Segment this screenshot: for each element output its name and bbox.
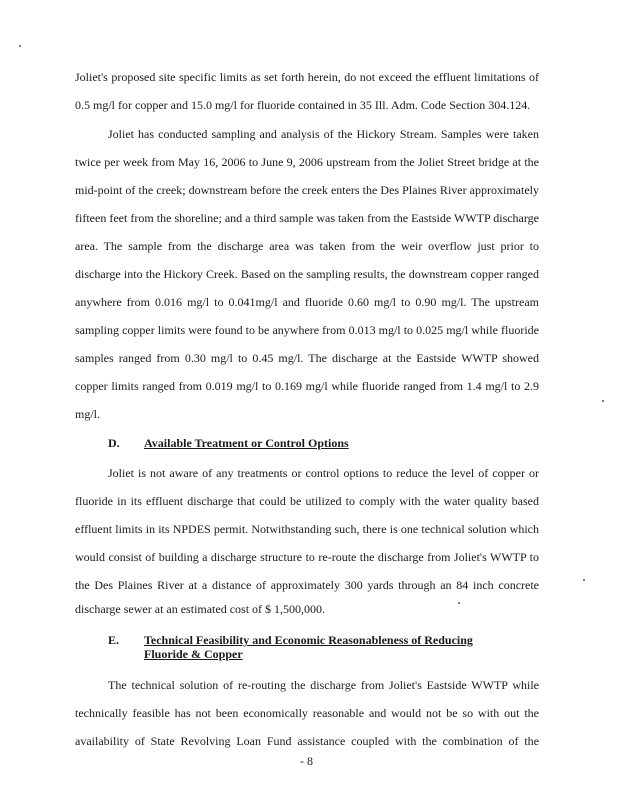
section-d-title <box>144 436 349 450</box>
section-title: Fluoride & Copper <box>144 647 243 661</box>
scan-speck <box>583 579 585 581</box>
text-line: mid-point of the creek; downstream before the creek enters the Des Plaines River approximately <box>75 183 539 197</box>
text-line: samples ranged from 0.30 mg/l to 0.45 mg/l. The discharge at the Eastside WWTP showed <box>75 351 539 365</box>
scan-speck <box>602 400 604 402</box>
text-line: effluent limits in its NPDES permit. Notwithstanding such, there is one technical solution which <box>75 522 539 536</box>
text-line: mg/l. <box>75 407 101 421</box>
text-line: The technical solution of re-routing the discharge from Joliet's Eastside WWTP while <box>108 678 539 692</box>
text-line: fluoride in its effluent discharge that could be utilized to comply with the water quality based <box>75 494 539 508</box>
text-line: area. The sample from the discharge area was taken from the weir overflow just prior to <box>75 239 539 253</box>
text-line: 0.5 mg/l for copper and 15.0 mg/l for fluoride contained in 35 Ill. Adm. Code Section 304.124. <box>75 98 531 112</box>
scan-speck <box>458 602 460 604</box>
text-line: sampling copper limits were found to be anywhere from 0.013 mg/l to 0.025 mg/l while fluoride <box>75 323 539 337</box>
text-line: technically feasible has not been economically reasonable and would not be so with out the <box>75 706 539 720</box>
section-d-heading <box>108 436 120 450</box>
text-line: copper limits ranged from 0.019 mg/l to 0.169 mg/l while fluoride ranged from 1.4 mg/l to 2.9 <box>75 379 539 393</box>
text-line: anywhere from 0.016 mg/l to 0.041mg/l and fluoride 0.60 mg/l to 0.90 mg/l. The upstream <box>75 295 539 309</box>
section-title: Technical Feasibility and Economic Reasonableness of Reducing <box>144 633 473 647</box>
section-letter: E. <box>108 633 120 647</box>
text-line: discharge sewer at an estimated cost of $ 1,500,000. <box>75 602 326 616</box>
text-line: fifteen feet from the shoreline; and a third sample was taken from the Eastside WWTP discharge <box>75 211 539 225</box>
text-line: would consist of building a discharge structure to re-route the discharge from Joliet's WWTP to <box>75 550 539 564</box>
text-line: the Des Plaines River at a distance of approximately 300 yards through an 84 inch concrete <box>75 578 539 592</box>
section-title: Available Treatment or Control Options <box>144 436 349 450</box>
section-e-title-line2 <box>144 647 243 661</box>
text-line: availability of State Revolving Loan Fund assistance coupled with the combination of the <box>75 734 539 748</box>
section-e-title-line1 <box>144 633 473 647</box>
section-letter: D. <box>108 436 120 450</box>
text-line: discharge into the Hickory Creek. Based on the sampling results, the downstream copper ranged <box>75 267 539 281</box>
text-line: Joliet is not aware of any treatments or control options to reduce the level of copper or <box>108 466 539 480</box>
section-e-heading <box>108 633 119 647</box>
text-line: Joliet's proposed site specific limits as set forth herein, do not exceed the effluent limitations of <box>75 70 539 84</box>
text-line: twice per week from May 16, 2006 to June 9, 2006 upstream from the Joliet Street bridge at the <box>75 155 539 169</box>
scan-speck <box>19 45 21 47</box>
text-line: Joliet has conducted sampling and analysis of the Hickory Stream. Samples were taken <box>108 127 539 141</box>
page-number: - 8 <box>300 754 313 768</box>
